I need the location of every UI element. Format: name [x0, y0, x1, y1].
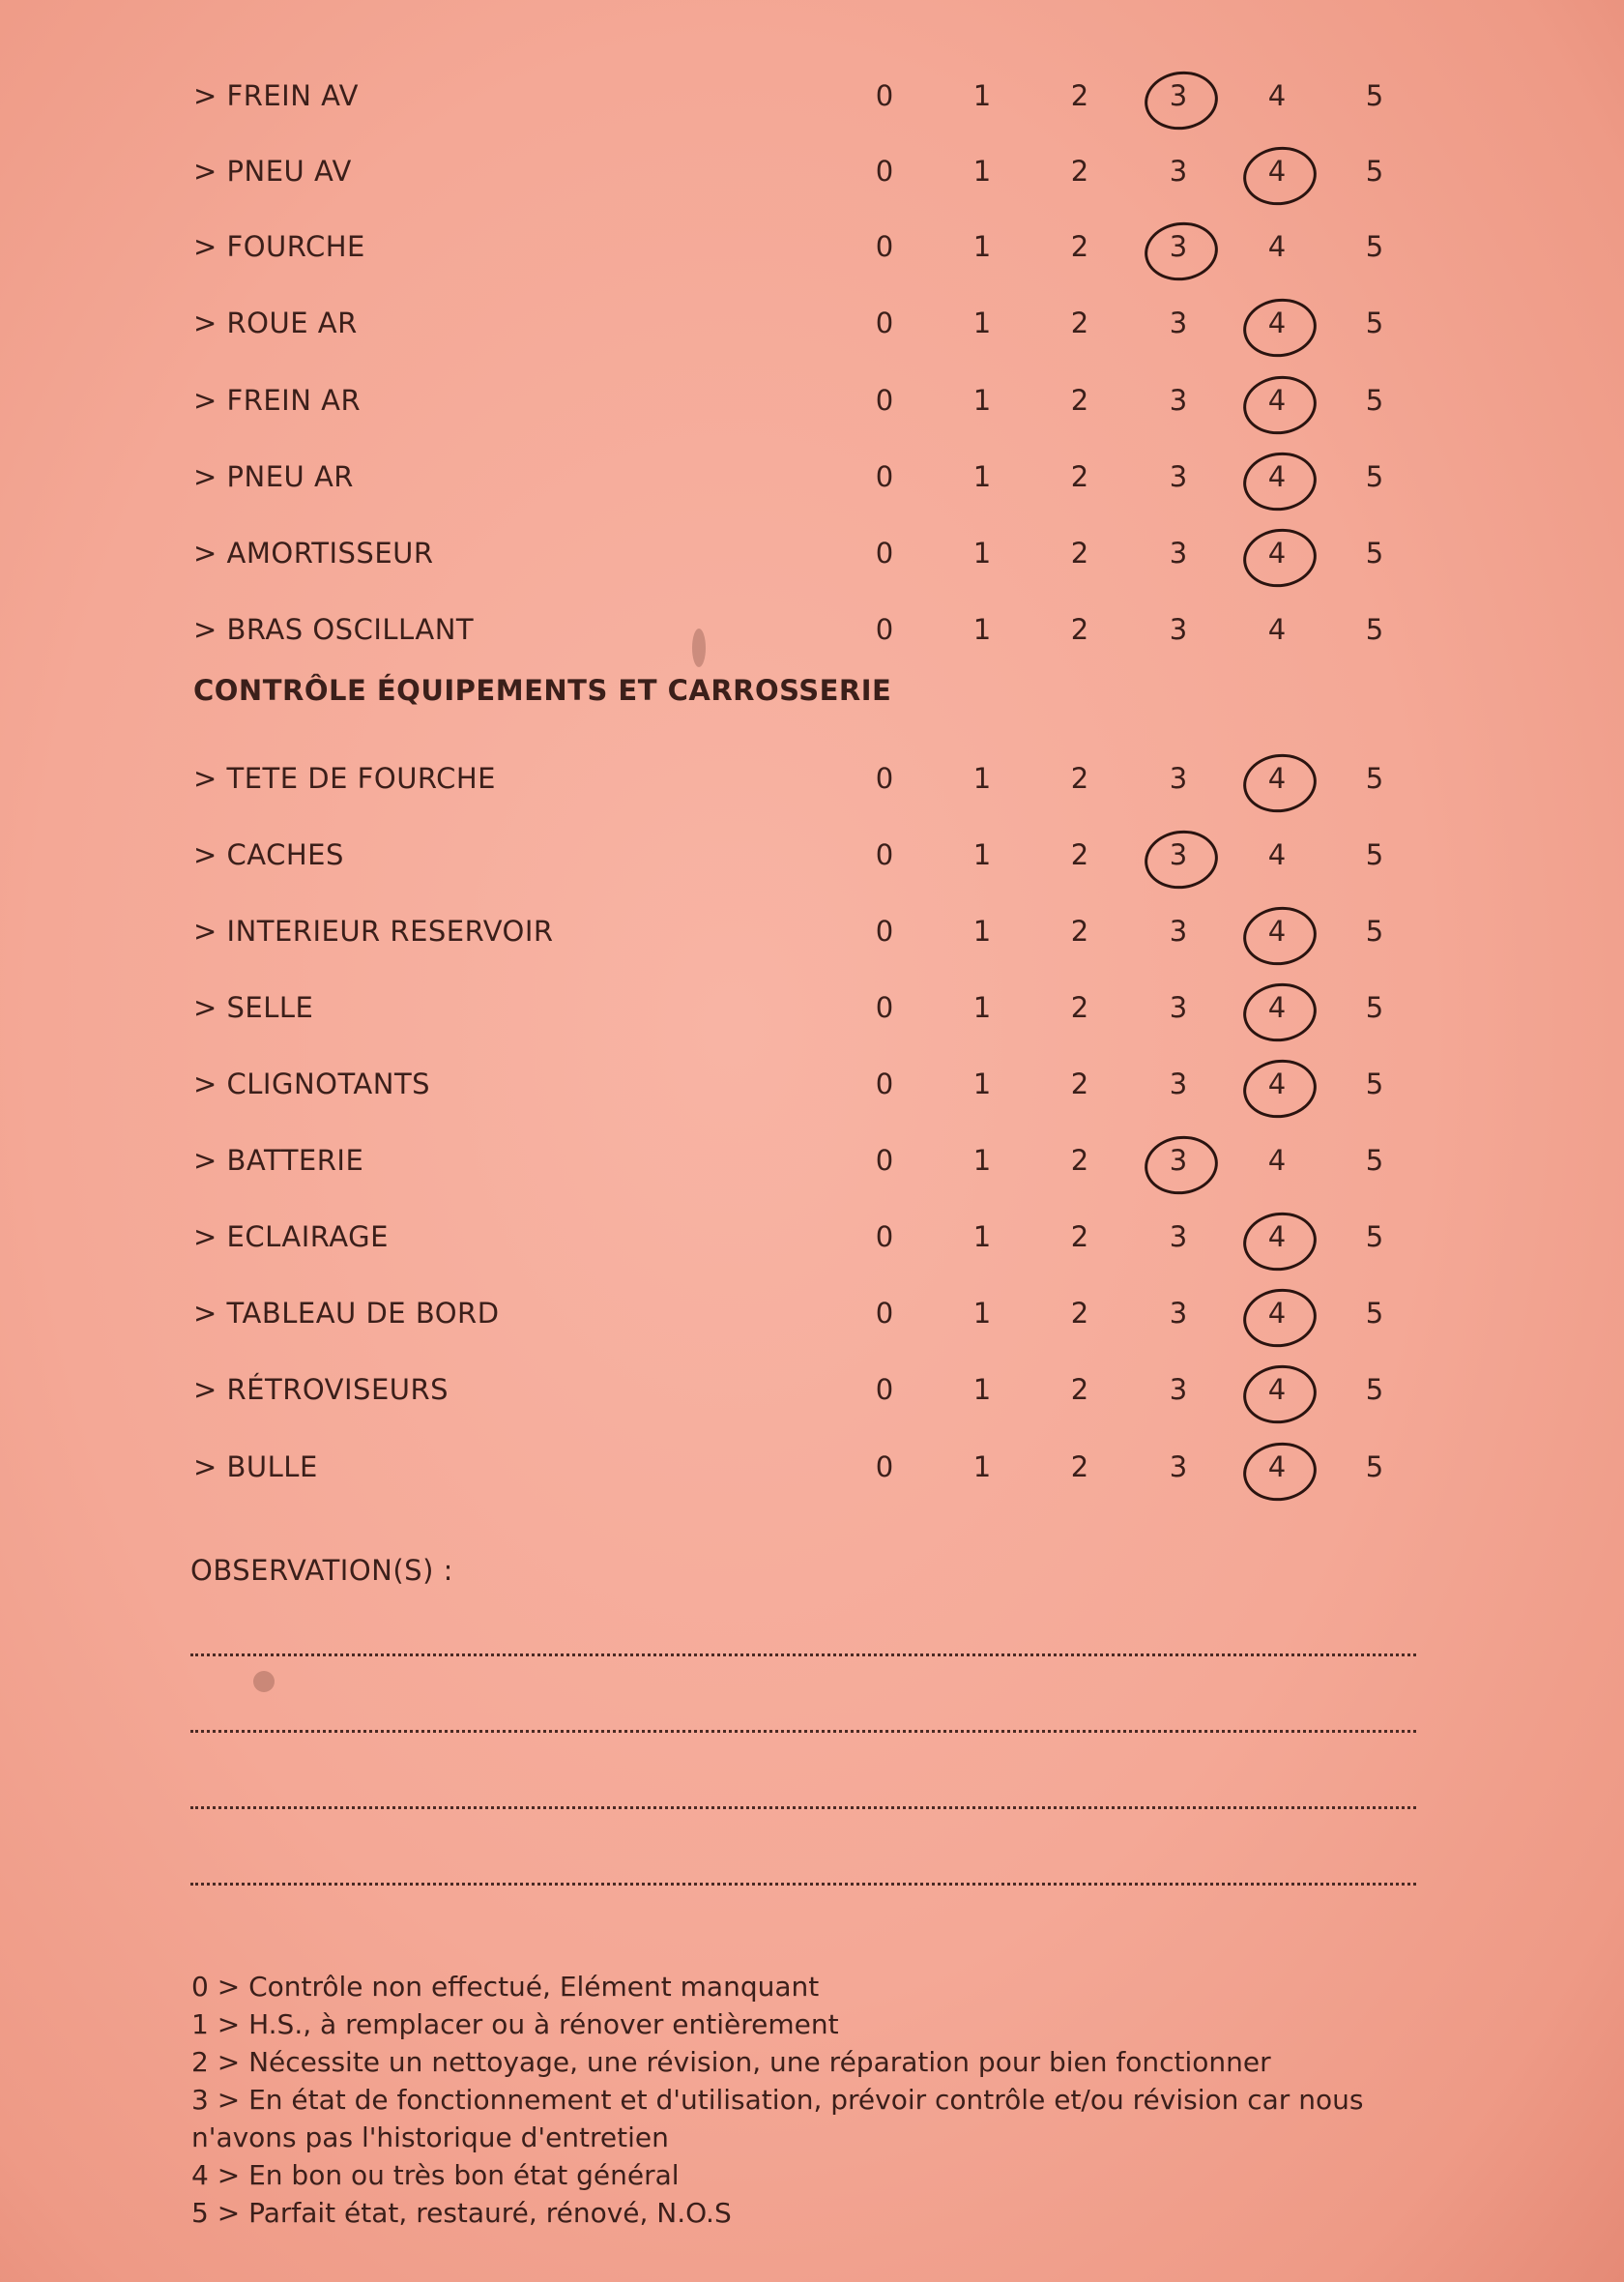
score-option-5[interactable]	[1355, 762, 1394, 795]
score-value: 2	[1070, 1373, 1089, 1406]
score-value: 5	[1365, 991, 1384, 1024]
score-value: 1	[972, 155, 992, 188]
score-option-3[interactable]	[1159, 1220, 1198, 1253]
score-option-0[interactable]	[865, 384, 904, 417]
score-option-2[interactable]	[1060, 1450, 1099, 1483]
score-value: 1	[972, 1297, 992, 1330]
observation-line	[190, 1883, 1416, 1886]
selected-circle	[1239, 1055, 1320, 1123]
score-value: 4	[1267, 384, 1287, 417]
score-option-4[interactable]	[1258, 79, 1296, 112]
score-value: 5	[1365, 1297, 1384, 1330]
score-value: 1	[972, 1144, 992, 1177]
row-label: > FREIN AV	[193, 79, 359, 112]
score-option-3[interactable]	[1159, 307, 1198, 339]
row-label: > BRAS OSCILLANT	[193, 613, 475, 646]
checklist-row	[0, 1439, 1624, 1497]
score-option-0[interactable]	[865, 537, 904, 570]
score-value: 1	[972, 838, 992, 871]
score-value: 4	[1267, 1068, 1287, 1100]
score-option-4[interactable]	[1258, 1297, 1296, 1330]
score-option-4[interactable]	[1258, 915, 1296, 948]
row-label: > AMORTISSEUR	[193, 537, 434, 570]
checklist-row	[0, 1056, 1624, 1114]
legend-item: 5 > Parfait état, restauré, rénové, N.O.S	[191, 2197, 732, 2229]
checklist-row	[0, 1132, 1624, 1190]
score-value: 3	[1169, 1450, 1188, 1483]
selected-circle	[1239, 979, 1320, 1046]
score-value: 1	[972, 613, 992, 646]
score-option-5[interactable]	[1355, 230, 1394, 263]
score-option-1[interactable]	[963, 230, 1001, 263]
row-label: > RÉTROVISEURS	[193, 1373, 450, 1406]
score-value: 0	[875, 915, 894, 948]
score-value: 5	[1365, 613, 1384, 646]
score-value: 3	[1169, 230, 1188, 263]
score-value: 3	[1169, 1373, 1188, 1406]
score-option-1[interactable]	[963, 460, 1001, 493]
score-value: 4	[1267, 155, 1287, 188]
score-option-5[interactable]	[1355, 384, 1394, 417]
score-value: 5	[1365, 915, 1384, 948]
score-option-5[interactable]	[1355, 460, 1394, 493]
score-value: 1	[972, 307, 992, 339]
score-value: 0	[875, 230, 894, 263]
score-option-5[interactable]	[1355, 1220, 1394, 1253]
rating-legend	[191, 1968, 1448, 2232]
score-option-4[interactable]	[1258, 307, 1296, 339]
score-option-2[interactable]	[1060, 155, 1099, 188]
score-value: 4	[1267, 1144, 1287, 1177]
score-value: 1	[972, 915, 992, 948]
score-value: 3	[1169, 537, 1188, 570]
score-value: 2	[1070, 1297, 1089, 1330]
score-option-0[interactable]	[865, 1220, 904, 1253]
score-value: 5	[1365, 230, 1384, 263]
selected-circle	[1239, 524, 1320, 592]
score-option-1[interactable]	[963, 1144, 1001, 1177]
score-value: 2	[1070, 1144, 1089, 1177]
score-value: 5	[1365, 1144, 1384, 1177]
score-value: 2	[1070, 991, 1089, 1024]
score-value: 2	[1070, 1450, 1089, 1483]
score-value: 5	[1365, 762, 1384, 795]
score-option-3[interactable]	[1159, 384, 1198, 417]
score-value: 1	[972, 537, 992, 570]
score-value: 5	[1365, 537, 1384, 570]
score-value: 0	[875, 1068, 894, 1100]
row-label: > CLIGNOTANTS	[193, 1068, 431, 1100]
score-value: 3	[1169, 838, 1188, 871]
score-value: 5	[1365, 1450, 1384, 1483]
score-value: 4	[1267, 762, 1287, 795]
score-option-2[interactable]	[1060, 1297, 1099, 1330]
score-value: 0	[875, 838, 894, 871]
selected-circle	[1239, 1360, 1320, 1428]
legend-item: 2 > Nécessite un nettoyage, une révision, une réparation pour bien fonctionner	[191, 2046, 1271, 2078]
score-value: 3	[1169, 460, 1188, 493]
score-option-2[interactable]	[1060, 613, 1099, 646]
score-value: 3	[1169, 991, 1188, 1024]
score-value: 4	[1267, 1373, 1287, 1406]
score-value: 2	[1070, 838, 1089, 871]
score-option-0[interactable]	[865, 1450, 904, 1483]
selected-circle	[1239, 749, 1320, 817]
selected-circle	[1141, 67, 1222, 134]
checklist-row	[0, 1285, 1624, 1343]
score-option-1[interactable]	[963, 613, 1001, 646]
score-option-4[interactable]	[1258, 991, 1296, 1024]
score-value: 4	[1267, 1450, 1287, 1483]
row-label: > PNEU AR	[193, 460, 354, 493]
score-option-4[interactable]	[1258, 1220, 1296, 1253]
score-option-3[interactable]	[1159, 613, 1198, 646]
score-option-2[interactable]	[1060, 1220, 1099, 1253]
score-option-2[interactable]	[1060, 307, 1099, 339]
score-option-3[interactable]	[1159, 1068, 1198, 1100]
score-option-3[interactable]	[1159, 838, 1198, 871]
score-option-2[interactable]	[1060, 460, 1099, 493]
score-value: 1	[972, 1220, 992, 1253]
selected-circle	[1239, 448, 1320, 515]
score-option-2[interactable]	[1060, 1144, 1099, 1177]
score-option-0[interactable]	[865, 1373, 904, 1406]
score-value: 3	[1169, 1144, 1188, 1177]
checklist-row	[0, 295, 1624, 353]
score-value: 3	[1169, 1068, 1188, 1100]
selected-circle	[1239, 142, 1320, 210]
row-label: > TABLEAU DE BORD	[193, 1297, 500, 1330]
score-option-5[interactable]	[1355, 1297, 1394, 1330]
checklist-row	[0, 750, 1624, 808]
score-option-0[interactable]	[865, 991, 904, 1024]
score-option-4[interactable]	[1258, 460, 1296, 493]
score-option-0[interactable]	[865, 613, 904, 646]
score-option-4[interactable]	[1258, 1450, 1296, 1483]
score-value: 0	[875, 1144, 894, 1177]
score-option-5[interactable]	[1355, 613, 1394, 646]
score-value: 1	[972, 460, 992, 493]
score-option-3[interactable]	[1159, 460, 1198, 493]
score-option-5[interactable]	[1355, 1373, 1394, 1406]
score-option-5[interactable]	[1355, 79, 1394, 112]
score-option-1[interactable]	[963, 79, 1001, 112]
observation-line	[190, 1653, 1416, 1656]
legend-item: 1 > H.S., à remplacer ou à rénover entièrement	[191, 2008, 839, 2040]
score-option-1[interactable]	[963, 1373, 1001, 1406]
score-value: 4	[1267, 230, 1287, 263]
score-option-5[interactable]	[1355, 307, 1394, 339]
score-value: 5	[1365, 384, 1384, 417]
score-option-1[interactable]	[963, 1450, 1001, 1483]
score-value: 2	[1070, 762, 1089, 795]
score-option-1[interactable]	[963, 155, 1001, 188]
score-value: 5	[1365, 460, 1384, 493]
checklist-row	[0, 143, 1624, 201]
score-value: 0	[875, 307, 894, 339]
row-label: > FOURCHE	[193, 230, 365, 263]
score-option-4[interactable]	[1258, 155, 1296, 188]
score-value: 1	[972, 230, 992, 263]
selected-circle	[1239, 1284, 1320, 1352]
row-label: > BULLE	[193, 1450, 318, 1483]
score-value: 1	[972, 1373, 992, 1406]
score-value: 3	[1169, 1220, 1188, 1253]
score-value: 2	[1070, 155, 1089, 188]
score-option-3[interactable]	[1159, 762, 1198, 795]
row-label: > TETE DE FOURCHE	[193, 762, 496, 795]
score-value: 1	[972, 1068, 992, 1100]
selected-circle	[1239, 1208, 1320, 1275]
selected-circle	[1239, 902, 1320, 970]
score-option-2[interactable]	[1060, 1373, 1099, 1406]
score-option-0[interactable]	[865, 915, 904, 948]
score-value: 1	[972, 991, 992, 1024]
score-option-4[interactable]	[1258, 1144, 1296, 1177]
score-option-1[interactable]	[963, 537, 1001, 570]
score-option-5[interactable]	[1355, 155, 1394, 188]
score-option-0[interactable]	[865, 1297, 904, 1330]
score-value: 5	[1365, 79, 1384, 112]
score-value: 0	[875, 613, 894, 646]
observation-line	[190, 1730, 1416, 1733]
score-option-3[interactable]	[1159, 79, 1198, 112]
score-option-3[interactable]	[1159, 155, 1198, 188]
score-option-5[interactable]	[1355, 991, 1394, 1024]
score-option-2[interactable]	[1060, 1068, 1099, 1100]
score-value: 3	[1169, 155, 1188, 188]
score-option-1[interactable]	[963, 1220, 1001, 1253]
checklist-row	[0, 903, 1624, 961]
score-option-5[interactable]	[1355, 1068, 1394, 1100]
score-value: 2	[1070, 384, 1089, 417]
score-value: 4	[1267, 838, 1287, 871]
score-option-3[interactable]	[1159, 1373, 1198, 1406]
checklist-row	[0, 372, 1624, 430]
score-value: 0	[875, 460, 894, 493]
score-option-2[interactable]	[1060, 537, 1099, 570]
score-value: 2	[1070, 79, 1089, 112]
observations-title: OBSERVATION(S) :	[190, 1554, 453, 1587]
selected-circle	[1239, 371, 1320, 439]
score-value: 1	[972, 762, 992, 795]
selected-circle	[1141, 1131, 1222, 1199]
score-value: 5	[1365, 1220, 1384, 1253]
score-option-5[interactable]	[1355, 1144, 1394, 1177]
score-value: 2	[1070, 230, 1089, 263]
row-label: > SELLE	[193, 991, 314, 1024]
score-option-4[interactable]	[1258, 762, 1296, 795]
score-value: 1	[972, 384, 992, 417]
observation-line	[190, 1806, 1416, 1809]
score-value: 0	[875, 1220, 894, 1253]
score-option-1[interactable]	[963, 991, 1001, 1024]
score-value: 0	[875, 537, 894, 570]
score-value: 0	[875, 1450, 894, 1483]
score-option-1[interactable]	[963, 1068, 1001, 1100]
score-option-2[interactable]	[1060, 79, 1099, 112]
score-option-4[interactable]	[1258, 230, 1296, 263]
score-option-4[interactable]	[1258, 613, 1296, 646]
score-option-1[interactable]	[963, 838, 1001, 871]
row-label: > FREIN AR	[193, 384, 362, 417]
score-option-2[interactable]	[1060, 230, 1099, 263]
legend-item: 4 > En bon ou très bon état général	[191, 2159, 680, 2191]
checklist-row	[0, 1361, 1624, 1419]
score-option-4[interactable]	[1258, 1373, 1296, 1406]
score-option-2[interactable]	[1060, 384, 1099, 417]
score-value: 3	[1169, 1297, 1188, 1330]
row-label: > ROUE AR	[193, 307, 358, 339]
score-option-5[interactable]	[1355, 838, 1394, 871]
score-option-5[interactable]	[1355, 537, 1394, 570]
score-value: 3	[1169, 79, 1188, 112]
paper-stain	[253, 1671, 275, 1692]
checklist-row	[0, 980, 1624, 1038]
score-value: 5	[1365, 155, 1384, 188]
checklist-row	[0, 601, 1624, 659]
score-value: 3	[1169, 762, 1188, 795]
checklist-row	[0, 525, 1624, 583]
score-value: 2	[1070, 307, 1089, 339]
score-option-0[interactable]	[865, 1144, 904, 1177]
section-title: CONTRÔLE ÉQUIPEMENTS ET CARROSSERIE	[193, 674, 892, 707]
score-value: 0	[875, 1373, 894, 1406]
score-value: 4	[1267, 991, 1287, 1024]
score-value: 0	[875, 155, 894, 188]
score-value: 4	[1267, 79, 1287, 112]
score-option-3[interactable]	[1159, 1144, 1198, 1177]
row-label: > BATTERIE	[193, 1144, 364, 1177]
score-option-2[interactable]	[1060, 838, 1099, 871]
score-option-0[interactable]	[865, 230, 904, 263]
score-value: 4	[1267, 537, 1287, 570]
score-value: 0	[875, 991, 894, 1024]
score-value: 3	[1169, 613, 1188, 646]
score-option-1[interactable]	[963, 1297, 1001, 1330]
paper-stain	[692, 629, 706, 667]
selected-circle	[1239, 1438, 1320, 1506]
score-value: 0	[875, 384, 894, 417]
score-value: 4	[1267, 1220, 1287, 1253]
score-value: 2	[1070, 613, 1089, 646]
score-value: 4	[1267, 460, 1287, 493]
score-option-2[interactable]	[1060, 762, 1099, 795]
score-value: 2	[1070, 915, 1089, 948]
checklist-row	[0, 449, 1624, 507]
legend-item: 3 > En état de fonctionnement et d'utilisation, prévoir contrôle et/ou révision car nous	[191, 2084, 1364, 2116]
score-option-4[interactable]	[1258, 1068, 1296, 1100]
score-option-4[interactable]	[1258, 537, 1296, 570]
selected-circle	[1141, 218, 1222, 285]
score-option-0[interactable]	[865, 460, 904, 493]
score-option-2[interactable]	[1060, 915, 1099, 948]
score-value: 4	[1267, 613, 1287, 646]
score-option-3[interactable]	[1159, 230, 1198, 263]
score-option-1[interactable]	[963, 307, 1001, 339]
score-value: 3	[1169, 915, 1188, 948]
score-value: 5	[1365, 307, 1384, 339]
selected-circle	[1239, 294, 1320, 362]
score-option-3[interactable]	[1159, 537, 1198, 570]
score-value: 1	[972, 1450, 992, 1483]
score-option-3[interactable]	[1159, 1297, 1198, 1330]
score-value: 3	[1169, 307, 1188, 339]
score-option-3[interactable]	[1159, 1450, 1198, 1483]
score-value: 2	[1070, 537, 1089, 570]
score-value: 4	[1267, 307, 1287, 339]
score-option-3[interactable]	[1159, 991, 1198, 1024]
legend-item: n'avons pas l'historique d'entretien	[191, 2121, 669, 2153]
score-option-0[interactable]	[865, 307, 904, 339]
score-value: 0	[875, 1297, 894, 1330]
score-option-0[interactable]	[865, 79, 904, 112]
score-value: 4	[1267, 915, 1287, 948]
score-value: 1	[972, 79, 992, 112]
score-value: 5	[1365, 838, 1384, 871]
selected-circle	[1141, 826, 1222, 893]
score-option-0[interactable]	[865, 838, 904, 871]
row-label: > PNEU AV	[193, 155, 352, 188]
score-option-2[interactable]	[1060, 991, 1099, 1024]
score-option-1[interactable]	[963, 384, 1001, 417]
score-option-1[interactable]	[963, 915, 1001, 948]
row-label: > CACHES	[193, 838, 344, 871]
score-value: 2	[1070, 460, 1089, 493]
score-option-4[interactable]	[1258, 838, 1296, 871]
score-value: 2	[1070, 1220, 1089, 1253]
score-option-3[interactable]	[1159, 915, 1198, 948]
legend-item: 0 > Contrôle non effectué, Elément manquant	[191, 1971, 820, 2003]
score-option-4[interactable]	[1258, 384, 1296, 417]
score-value: 2	[1070, 1068, 1089, 1100]
row-label: > ECLAIRAGE	[193, 1220, 389, 1253]
score-value: 3	[1169, 384, 1188, 417]
score-option-5[interactable]	[1355, 1450, 1394, 1483]
score-value: 5	[1365, 1068, 1384, 1100]
checklist-row	[0, 68, 1624, 126]
score-value: 5	[1365, 1373, 1384, 1406]
checklist-row	[0, 1209, 1624, 1267]
score-value: 0	[875, 79, 894, 112]
checklist-row	[0, 827, 1624, 885]
score-option-0[interactable]	[865, 762, 904, 795]
score-option-1[interactable]	[963, 762, 1001, 795]
checklist-row	[0, 219, 1624, 277]
score-value: 0	[875, 762, 894, 795]
score-option-0[interactable]	[865, 155, 904, 188]
score-value: 4	[1267, 1297, 1287, 1330]
score-option-5[interactable]	[1355, 915, 1394, 948]
score-option-0[interactable]	[865, 1068, 904, 1100]
row-label: > INTERIEUR RESERVOIR	[193, 915, 554, 948]
